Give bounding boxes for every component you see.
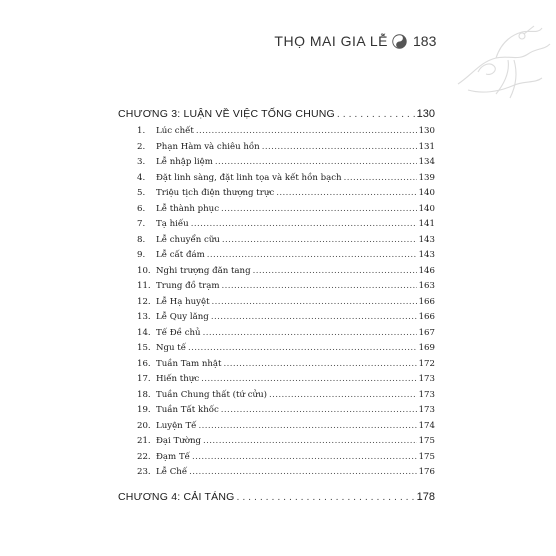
dot-leader bbox=[203, 328, 417, 338]
entry-number: 11. bbox=[137, 281, 151, 291]
toc-entry bbox=[118, 297, 435, 313]
entry-title: Ngu tế bbox=[156, 343, 187, 353]
toc-entry bbox=[118, 312, 435, 328]
entry-page: 173 bbox=[418, 374, 435, 384]
entry-page: 169 bbox=[418, 343, 435, 353]
entry-page: 166 bbox=[418, 296, 435, 307]
toc-entry bbox=[118, 452, 435, 468]
entry-number: 8. bbox=[137, 234, 146, 245]
dot-leader bbox=[215, 157, 417, 167]
entry-page: 141 bbox=[418, 219, 435, 229]
chapter-title: CHƯƠNG 4: CẢI TÁNG bbox=[118, 490, 235, 503]
entry-title: Triệu tịch điện thượng trực bbox=[156, 188, 275, 198]
toc-entry bbox=[118, 328, 435, 344]
entry-title: Lễ chuyển cữu bbox=[156, 234, 220, 245]
entry-title: Phạn Hàm và chiêu hồn bbox=[156, 141, 260, 152]
entry-number: 4. bbox=[137, 172, 146, 183]
dot-leader bbox=[269, 390, 417, 400]
toc-entry bbox=[118, 250, 435, 266]
dot-leader bbox=[344, 173, 417, 183]
entry-number: 18. bbox=[137, 389, 151, 400]
table-of-contents bbox=[118, 108, 435, 509]
toc-entry bbox=[118, 421, 435, 437]
yin-yang-icon bbox=[392, 34, 407, 49]
entry-title: Tạ hiếu bbox=[156, 219, 189, 229]
entry-number: 16. bbox=[137, 358, 151, 369]
entry-page: 140 bbox=[418, 203, 435, 214]
entry-title: Đạm Tế bbox=[156, 451, 190, 462]
toc-chapter-3 bbox=[118, 108, 435, 126]
dot-leader bbox=[224, 359, 417, 369]
entry-page: 175 bbox=[418, 451, 435, 462]
toc-entry bbox=[118, 142, 435, 158]
entry-title: Tuần Tam nhật bbox=[156, 358, 222, 369]
entry-number: 9. bbox=[137, 250, 146, 260]
entry-page: 176 bbox=[418, 467, 435, 477]
toc-entry bbox=[118, 188, 435, 204]
toc-entry bbox=[118, 126, 435, 142]
page-number: 183 bbox=[413, 33, 437, 49]
toc-entry bbox=[118, 436, 435, 452]
dot-leader bbox=[189, 467, 416, 477]
crane-decoration-icon bbox=[438, 14, 556, 106]
entry-number: 5. bbox=[137, 188, 146, 198]
entry-number: 6. bbox=[137, 203, 146, 214]
entry-title: Tuần Tất khốc bbox=[156, 405, 219, 415]
entry-number: 23. bbox=[137, 467, 151, 477]
dot-leader bbox=[262, 142, 417, 152]
entry-page: 146 bbox=[418, 265, 435, 276]
entry-title: Lễ Chế bbox=[156, 467, 188, 477]
toc-entry bbox=[118, 374, 435, 390]
entry-page: 175 bbox=[418, 436, 435, 446]
entry-title: Lễ nhập liệm bbox=[156, 157, 213, 167]
dot-leader bbox=[221, 281, 416, 291]
entry-number: 14. bbox=[137, 327, 151, 338]
book-title: THỌ MAI GIA LỄ bbox=[274, 33, 388, 49]
dot-leader bbox=[207, 250, 417, 260]
dot-leader bbox=[211, 312, 417, 322]
toc-entry bbox=[118, 173, 435, 189]
dot-leader bbox=[191, 219, 417, 229]
entry-number: 12. bbox=[137, 296, 151, 307]
entry-page: 173 bbox=[418, 389, 435, 400]
dot-leader bbox=[337, 108, 415, 120]
entry-page: 140 bbox=[418, 188, 435, 198]
dot-leader bbox=[221, 405, 417, 415]
chapter-title: CHƯƠNG 3: LUẬN VỀ VIỆC TỐNG CHUNG bbox=[118, 108, 335, 120]
entry-page: 166 bbox=[418, 312, 435, 322]
toc-entry bbox=[118, 390, 435, 406]
entry-number: 1. bbox=[137, 126, 146, 136]
entry-page: 167 bbox=[418, 327, 435, 338]
entry-number: 7. bbox=[137, 219, 146, 229]
dot-leader bbox=[212, 297, 417, 307]
toc-entry bbox=[118, 235, 435, 251]
dot-leader bbox=[253, 266, 417, 276]
dot-leader bbox=[276, 188, 416, 198]
entry-page: 139 bbox=[418, 172, 435, 183]
entry-title: Lễ cất đám bbox=[156, 250, 205, 260]
toc-entry bbox=[118, 359, 435, 375]
entry-page: 143 bbox=[418, 250, 435, 260]
entry-number: 10. bbox=[137, 265, 151, 276]
entry-title: Trung đồ trạm bbox=[156, 281, 220, 291]
entry-title: Đại Tường bbox=[156, 436, 202, 446]
toc-entry-list bbox=[118, 126, 435, 483]
dot-leader bbox=[222, 235, 417, 245]
dot-leader bbox=[236, 491, 414, 503]
entry-title: Lúc chết bbox=[156, 126, 194, 136]
entry-number: 20. bbox=[137, 420, 151, 431]
toc-entry bbox=[118, 405, 435, 421]
toc-chapter-4 bbox=[118, 491, 435, 509]
entry-title: Đặt linh sàng, đặt linh tọa và kết hồn bạch bbox=[156, 172, 342, 183]
entry-number: 2. bbox=[137, 141, 146, 152]
entry-title: Tuần Chung thất (tứ cửu) bbox=[156, 389, 267, 400]
entry-page: 172 bbox=[418, 358, 435, 369]
dot-leader bbox=[201, 374, 416, 384]
toc-entry bbox=[118, 219, 435, 235]
entry-title: Tế Đề chủ bbox=[156, 327, 201, 338]
entry-page: 134 bbox=[418, 157, 435, 167]
entry-number: 15. bbox=[137, 343, 151, 353]
toc-entry bbox=[118, 204, 435, 220]
entry-title: Lễ Quy lăng bbox=[156, 312, 209, 322]
entry-number: 22. bbox=[137, 451, 151, 462]
dot-leader bbox=[188, 343, 417, 353]
entry-title: Lễ Hạ huyệt bbox=[156, 296, 210, 307]
entry-page: 131 bbox=[418, 141, 435, 152]
entry-page: 130 bbox=[418, 126, 435, 136]
page-header bbox=[0, 30, 556, 54]
toc-entry bbox=[118, 266, 435, 282]
entry-title: Luyện Tế bbox=[156, 420, 197, 431]
entry-number: 19. bbox=[137, 405, 151, 415]
entry-number: 13. bbox=[137, 312, 151, 322]
entry-page: 143 bbox=[418, 234, 435, 245]
entry-page: 174 bbox=[418, 420, 435, 431]
entry-title: Hiến thực bbox=[156, 374, 200, 384]
entry-number: 3. bbox=[137, 157, 146, 167]
toc-entry bbox=[118, 467, 435, 483]
entry-page: 163 bbox=[418, 281, 435, 291]
chapter-page: 178 bbox=[416, 490, 435, 503]
toc-entry bbox=[118, 343, 435, 359]
entry-page: 173 bbox=[418, 405, 435, 415]
dot-leader bbox=[198, 421, 416, 431]
entry-title: Lễ thành phục bbox=[156, 203, 220, 214]
dot-leader bbox=[203, 436, 417, 446]
dot-leader bbox=[192, 452, 417, 462]
dot-leader bbox=[221, 204, 417, 214]
toc-entry bbox=[118, 157, 435, 173]
entry-title: Nghi trượng đăn tang bbox=[156, 265, 251, 276]
dot-leader bbox=[196, 126, 417, 136]
chapter-page: 130 bbox=[416, 108, 435, 120]
entry-number: 17. bbox=[137, 374, 151, 384]
entry-number: 21. bbox=[137, 436, 151, 446]
toc-entry bbox=[118, 281, 435, 297]
